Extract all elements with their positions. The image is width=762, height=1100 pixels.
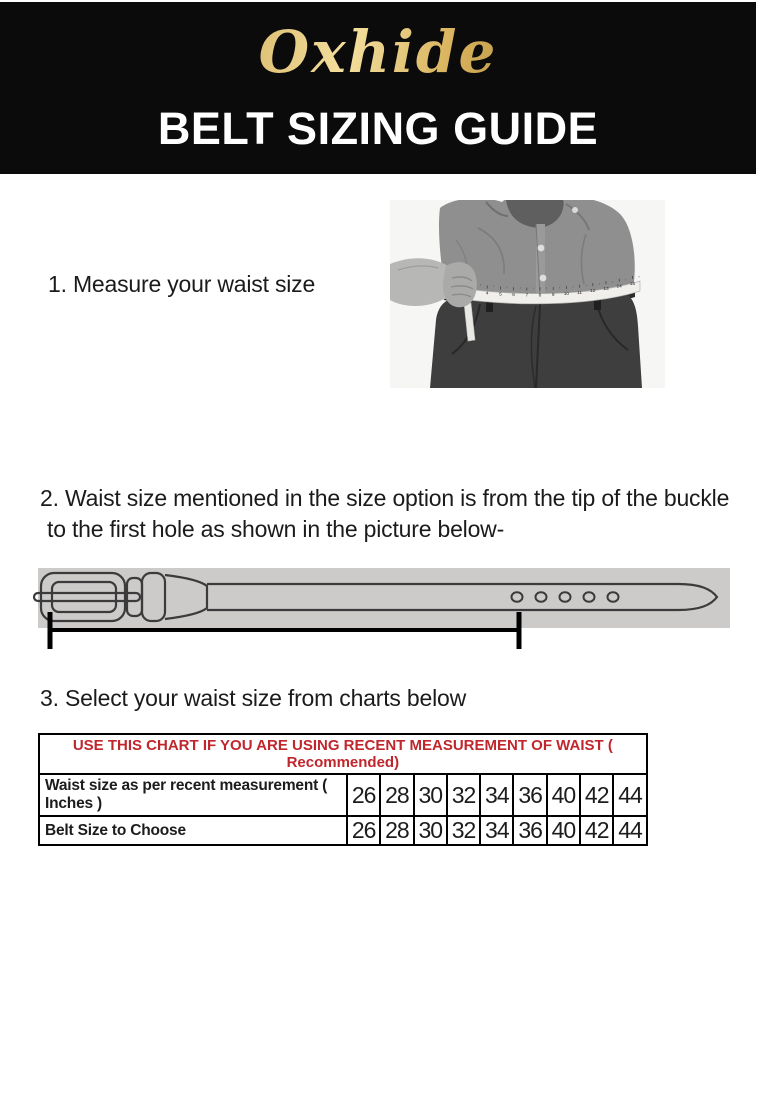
tape-number: 4 <box>485 291 489 297</box>
tape-number: 8 <box>538 293 542 299</box>
tape-number: 14 <box>616 284 622 290</box>
brand-logo: Oxhide <box>0 6 756 98</box>
chart-header-note: USE THIS CHART IF YOU ARE USING RECENT MEASUREMENT OF WAIST ( Recommended) <box>39 734 647 774</box>
waist-size-cell: 26 <box>347 774 380 816</box>
page-title: BELT SIZING GUIDE <box>157 103 599 154</box>
tape-number: 7 <box>525 293 529 299</box>
step-3-instruction: 3. Select your waist size from charts below <box>40 685 467 711</box>
table-row-waist-size <box>39 774 647 816</box>
shirt-button <box>538 245 545 252</box>
waist-size-cell: 34 <box>480 774 513 816</box>
waist-size-cell: 40 <box>547 774 580 816</box>
tape-number: 10 <box>563 292 570 298</box>
waist-size-cell: 28 <box>380 774 413 816</box>
belt-size-cell: 32 <box>447 816 480 845</box>
tape-number: 6 <box>512 293 515 299</box>
step-2-line-2: to the first hole as shown in the picture below- <box>47 516 505 542</box>
tape-number: 12 <box>590 289 596 295</box>
belt-size-cell: 40 <box>547 816 580 845</box>
header-banner <box>0 2 756 174</box>
hand <box>390 258 477 307</box>
belt-size-cell: 26 <box>347 816 380 845</box>
step-2-instruction <box>40 483 729 545</box>
row-label-belt: Belt Size to Choose <box>39 816 347 845</box>
size-chart-table <box>38 733 648 846</box>
waist-size-cell: 30 <box>414 774 447 816</box>
waist-size-cell: 42 <box>580 774 613 816</box>
belt-size-cell: 44 <box>613 816 646 845</box>
tape-number: 15 <box>629 281 636 287</box>
waist-size-cell: 32 <box>447 774 480 816</box>
belt-size-cell: 42 <box>580 816 613 845</box>
waist-size-cell: 36 <box>513 774 546 816</box>
tape-number: 5 <box>499 292 502 298</box>
tape-number: 9 <box>551 292 555 298</box>
trousers <box>430 295 642 388</box>
row-label-waist: Waist size as per recent measurement ( Inches ) <box>39 774 347 816</box>
step-2-line-1: 2. Waist size mentioned in the size option is from the tip of the buckle <box>40 485 730 511</box>
belt-size-cell: 28 <box>380 816 413 845</box>
belt-length-diagram <box>0 555 762 665</box>
belt-size-cell: 34 <box>480 816 513 845</box>
table-header-row <box>39 734 647 774</box>
belt-size-cell: 36 <box>513 816 546 845</box>
shirt-placket <box>536 224 545 299</box>
table-row-belt-size <box>39 816 647 845</box>
belt-size-cell: 30 <box>414 816 447 845</box>
shirt-button <box>540 275 547 282</box>
waist-size-cell: 44 <box>613 774 646 816</box>
tape-number: 11 <box>577 290 583 296</box>
waist-measurement-photo <box>390 200 665 388</box>
step-1-instruction: 1. Measure your waist size <box>48 271 316 297</box>
tape-number: 13 <box>603 287 609 293</box>
